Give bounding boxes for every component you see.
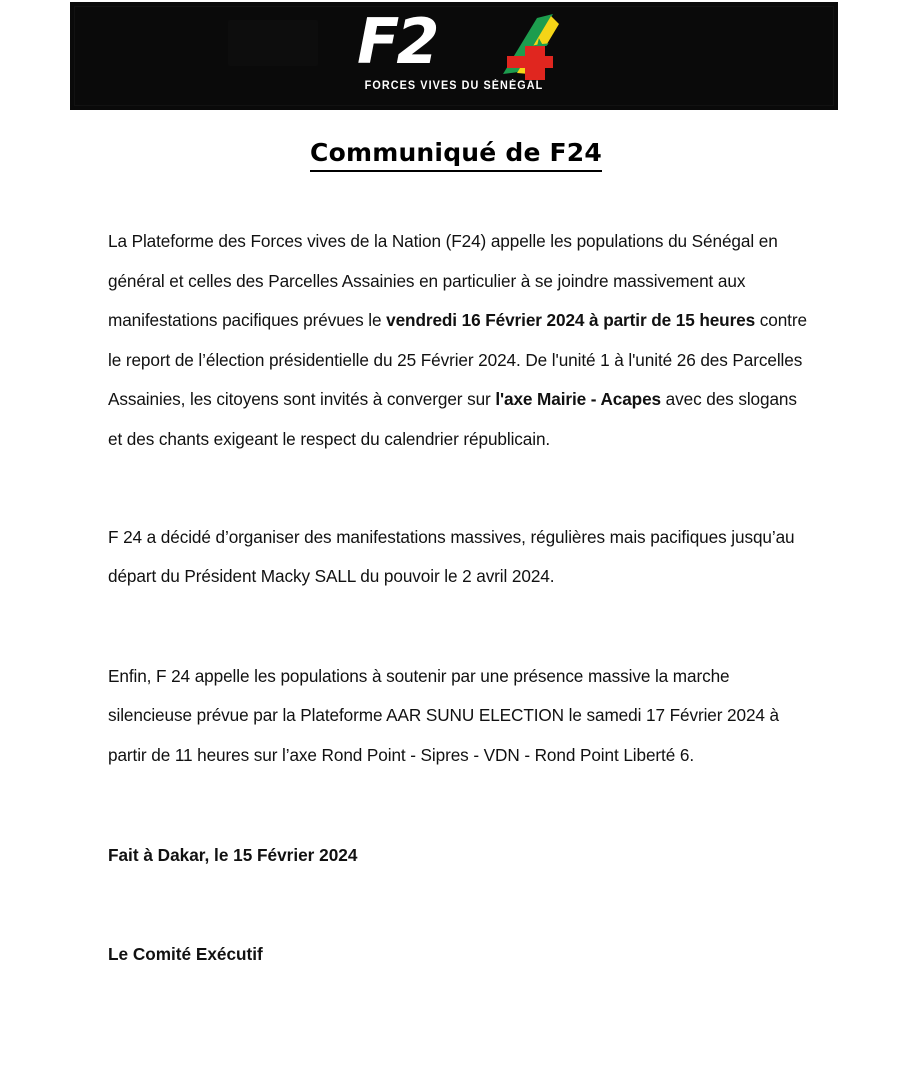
f24-logo xyxy=(349,5,559,104)
senegal-flag-four-icon xyxy=(441,12,559,80)
logo-mark xyxy=(349,5,559,80)
run-bold-date: vendredi 16 Février 2024 à partir de 15 heures xyxy=(386,310,756,331)
signature-signatory: Le Comité Exécutif xyxy=(108,944,263,965)
paragraph-1 xyxy=(108,222,808,460)
paragraph-spacer xyxy=(108,597,808,657)
signature-place-date: Fait à Dakar, le 15 Février 2024 xyxy=(108,844,358,865)
paragraph-2 xyxy=(108,518,808,597)
logo-wordmark-f2: F2 xyxy=(357,5,437,78)
run-plain: La Plateforme des Forces vives de la Nation (F24) appelle les populations du Sénégal en général et celles des Parcelles Assainies en particulier à se joindre massivement aux manifestations pacifiques prévues le xyxy=(108,231,778,331)
document-body xyxy=(108,222,808,975)
signature-spacer xyxy=(108,875,808,935)
header-banner xyxy=(70,2,838,110)
run-plain: F 24 a décidé d’organiser des manifestations massives, régulières mais pacifiques jusqu’au départ du Président Macky SALL du pouvoir le 2 avril 2024. xyxy=(108,526,795,587)
logo-tagline: FORCES VIVES DU SÉNÉGAL xyxy=(364,80,544,92)
run-plain: contre le report de l’élection présidentielle du 25 Février 2024. De l'unité 1 à l'unité 26 des Parcelles Assainies, les citoyens sont invités à converger sur xyxy=(108,310,807,410)
paragraph-3 xyxy=(108,657,808,776)
page-title-text: Communiqué de F24 xyxy=(310,138,602,172)
paragraph-spacer xyxy=(108,776,808,836)
run-bold-axis: l'axe Mairie - Acapes xyxy=(495,389,661,410)
run-plain: avec des slogans et des chants exigeant le respect du calendrier républicain. xyxy=(108,389,797,449)
paragraph-spacer xyxy=(108,460,808,518)
run-plain: Enfin, F 24 appelle les populations à soutenir par une présence massive la marche silencieuse prévue par la Plateforme AAR SUNU ELECTION le samedi 17 Février 2024 à partir de 11 heures sur l’axe Rond Point - Sipres - VDN - Rond Point Liberté 6. xyxy=(108,665,780,765)
page-title xyxy=(0,138,912,167)
banner-watermark-artifact xyxy=(228,20,318,66)
